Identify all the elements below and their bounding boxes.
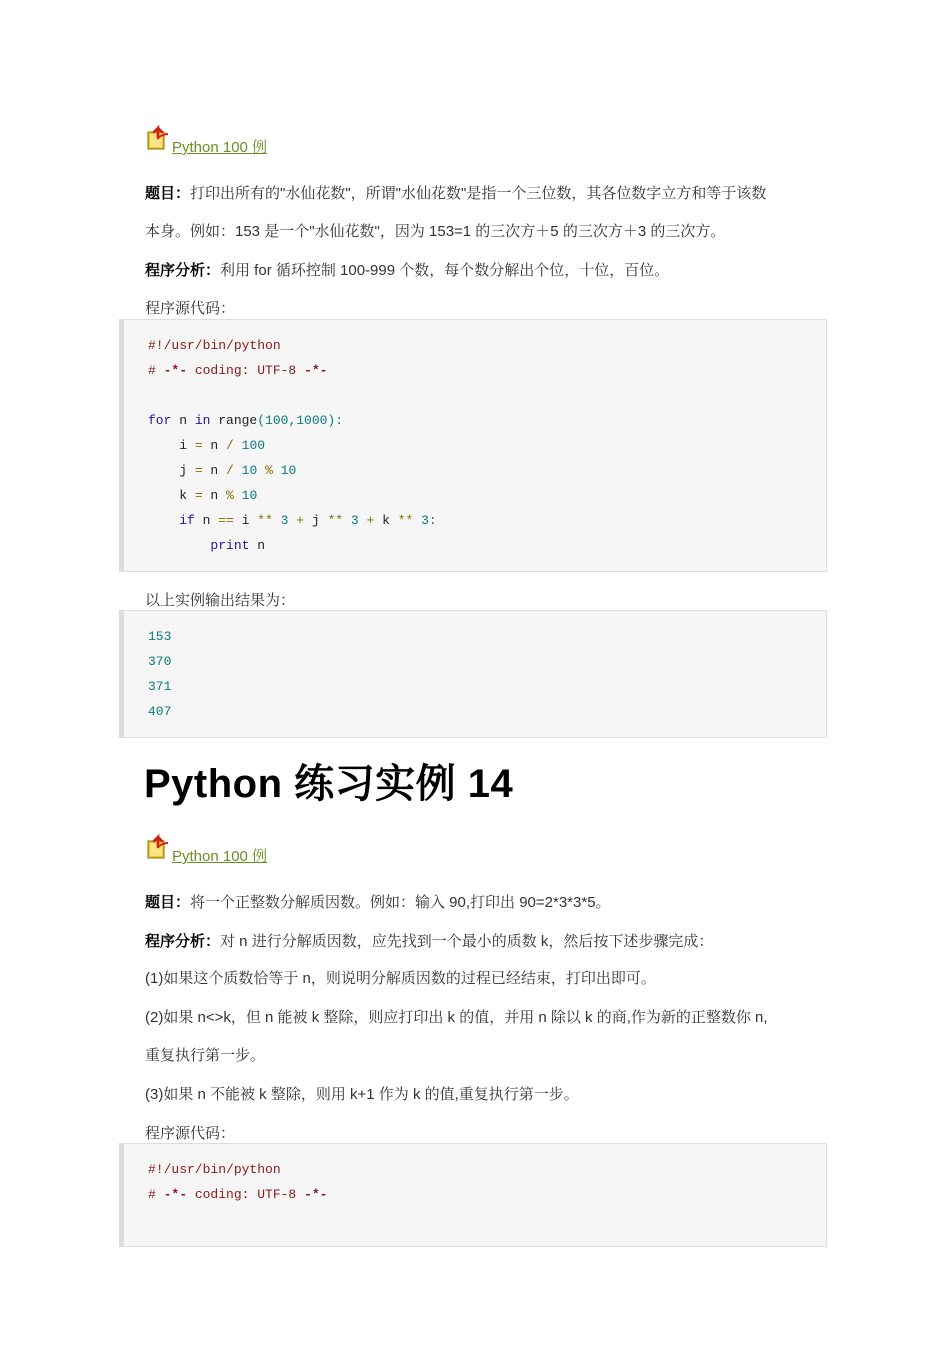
- code-line-encoding: # -*- coding: UTF-8 -*-: [148, 363, 328, 378]
- book-arrow-icon: [146, 833, 170, 859]
- code-block: [119, 1143, 827, 1247]
- code-line-encoding: # -*- coding: UTF-8 -*-: [148, 1187, 328, 1202]
- output-line: 153: [148, 629, 172, 644]
- step-1: (1)如果这个质数恰等于 n，则说明分解质因数的过程已经结束，打印出即可。: [145, 970, 656, 987]
- source-code-label: 程序源代码：: [145, 300, 236, 317]
- step-3: (3)如果 n 不能被 k 整除，则用 k+1 作为 k 的值,重复执行第一步。: [145, 1086, 579, 1103]
- analysis-label: 程序分析：: [145, 933, 221, 950]
- question-text-2: 本身。例如：153 是一个"水仙花数"，因为 153=1 的三次方＋5 的三次方＋3 的三次方。: [145, 223, 726, 240]
- source-code-label: 程序源代码：: [145, 1125, 236, 1142]
- question-label: 题目：: [145, 185, 191, 202]
- question-text: 将一个正整数分解质因数。例如：输入 90,打印出 90=2*3*3*5。: [190, 894, 611, 911]
- code-line-i: i = n / 100: [148, 438, 266, 453]
- book-arrow-icon: [146, 124, 170, 150]
- output-line: 371: [148, 679, 172, 694]
- code-line-shebang: #!/usr/bin/python: [148, 338, 281, 353]
- output-line: 370: [148, 654, 172, 669]
- step-2: (2)如果 n<>k，但 n 能被 k 整除，则应打印出 k 的值，并用 n 除以 k 的商,作为新的正整数你 n,: [145, 1009, 768, 1026]
- question-label: 题目：: [145, 894, 191, 911]
- analysis-paragraph: [145, 932, 713, 952]
- code-line-j: j = n / 10 % 10: [148, 463, 297, 478]
- python-100-link-label[interactable]: Python 100 例: [172, 848, 268, 865]
- page-title: Python 练习实例 14: [144, 762, 514, 806]
- analysis-label: 程序分析：: [145, 262, 221, 279]
- analysis-text: 对 n 进行分解质因数，应先找到一个最小的质数 k，然后按下述步骤完成：: [220, 933, 714, 950]
- analysis-paragraph: [145, 261, 669, 281]
- code-line-shebang: #!/usr/bin/python: [148, 1162, 281, 1177]
- question-text-1: 打印出所有的"水仙花数"，所谓"水仙花数"是指一个三位数，其各位数字立方和等于该数: [190, 185, 767, 202]
- code-block: [119, 319, 827, 572]
- question-paragraph: [145, 184, 766, 204]
- code-line-k: k = n % 10: [148, 488, 258, 503]
- output-block: [119, 610, 827, 738]
- analysis-text: 利用 for 循环控制 100-999 个数，每个数分解出个位，十位，百位。: [220, 262, 670, 279]
- output-label: 以上实例输出结果为：: [145, 592, 296, 609]
- output-line: 407: [148, 704, 172, 719]
- code-line-if: if n == i ** 3 + j ** 3 + k ** 3:: [148, 513, 437, 528]
- question-paragraph: [145, 893, 611, 913]
- step-2-continued: 重复执行第一步。: [145, 1047, 266, 1064]
- code-line-for: for n in range(100,1000):: [148, 413, 344, 428]
- code-line-print: print n: [148, 538, 266, 553]
- python-100-link-label[interactable]: Python 100 例: [172, 139, 268, 156]
